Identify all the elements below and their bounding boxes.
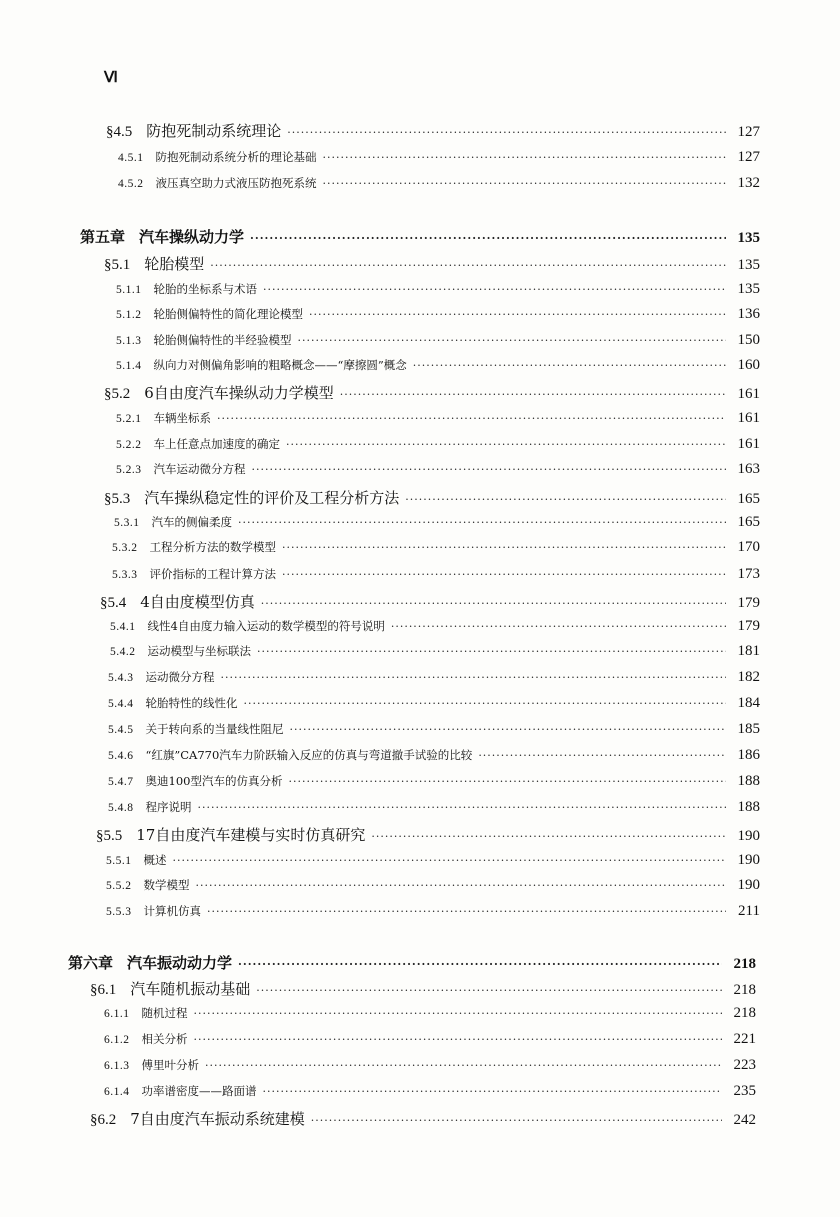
toc-entry-sub [110,618,760,635]
toc-entry-page: 223 [733,1057,756,1073]
dot-leader [282,540,726,554]
toc-entry-number: 5.2.2 [116,439,142,451]
toc-entry-number: 5.4.8 [108,802,134,814]
toc-entry-title: 计算机仿真 [143,904,201,918]
toc-entry-page: 165 [737,514,760,530]
toc-entry-page: 161 [737,386,760,402]
toc-entry-sub [116,332,760,349]
dot-leader [194,1006,723,1020]
toc-entry-title: 4自由度模型仿真 [140,593,255,611]
dot-leader [371,826,726,844]
toc-entry-number: §6.2 [90,1112,117,1128]
toc-entry-sub [106,903,760,920]
toc-entry-page: 170 [737,539,760,555]
toc-entry-title: 随机过程 [141,1006,188,1020]
toc-entry-sub [116,281,760,298]
dot-leader [250,228,726,246]
dot-leader [261,593,726,611]
toc-entry-page: 218 [733,1005,756,1021]
toc-entry-page: 190 [737,877,760,893]
toc-entry-number: 5.4.4 [108,698,134,710]
toc-entry-sec [104,487,760,508]
toc-entry-number: 5.4.6 [108,750,134,762]
toc-entry-title: 数学模型 [143,878,190,892]
toc-entry-number: 5.2.1 [116,413,142,425]
toc-entry-title: 轮胎侧偏特性的半经验模型 [153,333,292,347]
toc-entry-number: 5.3.2 [112,542,138,554]
dot-leader [311,1110,722,1128]
toc-entry-number: 5.3.1 [114,517,140,529]
toc-entry-page: 190 [737,828,760,844]
toc-entry-number: 5.4.3 [108,672,134,684]
toc-entry-sub [104,1083,756,1100]
toc-entry-page: 160 [737,357,760,373]
toc-entry-title: 功率谱密度——路面谱 [141,1084,257,1098]
dot-leader [238,515,726,529]
toc-entry-page: 127 [737,149,760,165]
toc-entry-page: 135 [737,281,760,297]
dot-leader [256,980,722,998]
toc-entry-title: 运动微分方程 [145,670,215,684]
toc-entry-title: 汽车操纵稳定性的评价及工程分析方法 [144,489,400,507]
toc-entry-number: 5.4.5 [108,724,134,736]
toc-entry-title: 相关分析 [141,1032,188,1046]
toc-entry-title: 7自由度汽车振动系统建模 [130,1110,305,1128]
toc-entry-sub [114,514,760,531]
toc-entry-page: 218 [733,956,756,972]
toc-entry-title: 概述 [143,853,167,867]
toc-entry-title: 17自由度汽车建模与实时仿真研究 [136,826,366,844]
dot-leader [405,489,726,507]
dot-leader [263,1084,723,1098]
toc-entry-number: 5.4.7 [108,776,134,788]
toc-entry-number: 6.1.3 [104,1060,130,1072]
toc-entry-page: 221 [733,1031,756,1047]
toc-entry-page: 127 [737,124,760,140]
dot-leader [478,748,726,762]
toc-entry-sub [106,877,760,894]
toc-entry-sec [104,382,760,403]
toc-entry-number: 5.1.2 [116,309,142,321]
toc-entry-number: §4.5 [106,124,133,140]
dot-leader [252,462,727,476]
toc-entry-chap [80,226,760,247]
toc-entry-number: 5.1.1 [116,284,142,296]
dot-leader [194,1032,723,1046]
toc-entry-sub [110,643,760,660]
toc-entry-number: §5.3 [104,491,131,507]
toc-entry-title: 线性4自由度力输入运动的数学模型的符号说明 [147,619,385,633]
dot-leader [257,644,726,658]
toc-entry-page: 181 [737,643,760,659]
dot-leader [413,358,726,372]
toc-entry-title: 傅里叶分析 [141,1058,199,1072]
dot-leader [290,722,727,736]
dot-leader [173,853,727,867]
toc-entry-page: 135 [737,257,760,273]
dot-leader [238,954,722,972]
toc-entry-sub [108,799,760,816]
toc-entry-page: 235 [733,1083,756,1099]
toc-entry-page: 161 [737,436,760,452]
toc-entry-number: §5.1 [104,257,131,273]
toc-entry-sub [108,695,760,712]
dot-leader [263,282,726,296]
toc-entry-title: “红旗”CA770汽车力阶跃输入反应的仿真与弯道撤手试验的比较 [145,748,473,762]
toc-entry-title: 防抱死制动系统理论 [146,122,282,140]
toc-entry-title: 程序说明 [145,800,192,814]
dot-leader [217,411,726,425]
toc-entry-number: §5.4 [100,595,127,611]
toc-entry-sub [112,539,760,556]
toc-entry-sec [106,120,760,141]
toc-entry-sub [116,436,760,453]
toc-entry-chap [68,952,756,973]
toc-entry-title: 汽车振动动力学 [127,954,233,972]
toc-entry-title: 运动模型与坐标联法 [147,644,251,658]
dot-leader [221,670,727,684]
dot-leader [207,904,726,918]
toc-entry-title: 车辆坐标系 [153,411,211,425]
dot-leader [287,122,726,140]
toc-entry-sec [104,253,760,274]
toc-entry-page: 135 [737,230,760,246]
toc-entry-sub [116,461,760,478]
toc-entry-number: 第五章 [80,228,126,246]
dot-leader [391,619,726,633]
toc-entry-sec [90,978,756,999]
toc-entry-number: §5.2 [104,386,131,402]
toc-entry-title: 奥迪100型汽车的仿真分析 [145,774,283,788]
toc-entry-page: 190 [737,852,760,868]
toc-entry-title: 轮胎侧偏特性的简化理论模型 [153,307,303,321]
dot-leader [309,307,726,321]
toc-entry-sub [118,149,760,166]
toc-entry-number: 5.1.3 [116,335,142,347]
toc-entry-title: 评价指标的工程计算方法 [149,567,276,581]
toc-entry-number: §5.5 [96,828,123,844]
toc-entry-sub [108,721,760,738]
toc-entry-sub [108,773,760,790]
toc-entry-page: 179 [737,595,760,611]
dot-leader [323,150,727,164]
toc-entry-page: 150 [737,332,760,348]
toc-entry-number: 5.4.2 [110,646,136,658]
toc-entry-sub [106,852,760,869]
toc-entry-sec [100,591,760,612]
toc-entry-number: 6.1.2 [104,1034,130,1046]
toc-entry-sub [104,1057,756,1074]
toc-entry-number: 5.5.2 [106,880,132,892]
toc-entry-page: 132 [737,175,760,191]
dot-leader [286,437,726,451]
toc-entry-sub [118,175,760,192]
toc-entry-number: 5.1.4 [116,360,142,372]
toc-entry-number: 5.3.3 [112,569,138,581]
toc-entry-title: 汽车的侧偏柔度 [151,515,232,529]
toc-entry-page: 188 [737,799,760,815]
toc-entry-title: 汽车操纵动力学 [139,228,245,246]
page-number: Ⅵ [104,70,118,86]
toc-entry-sub [104,1005,756,1022]
dot-leader [288,774,726,788]
toc-entry-title: 汽车运动微分方程 [153,462,246,476]
toc-entry-sub [104,1031,756,1048]
toc-entry-sec [96,824,760,845]
dot-leader [210,255,726,273]
toc-entry-title: 轮胎特性的线性化 [145,696,238,710]
toc-entry-sub [108,669,760,686]
toc-entry-page: 185 [737,721,760,737]
toc-entry-title: 关于转向系的当量线性阻尼 [145,722,284,736]
toc-entry-number: 5.5.3 [106,906,132,918]
dot-leader [244,696,727,710]
toc-entry-number: 5.2.3 [116,464,142,476]
toc-entry-page: 211 [738,903,760,919]
toc-entry-number: 第六章 [68,954,114,972]
toc-entry-page: 161 [737,410,760,426]
toc-entry-sub [112,566,760,583]
toc-entry-page: 218 [733,982,756,998]
toc-entry-number: §6.1 [90,982,117,998]
dot-leader [323,176,727,190]
toc-entry-sub [116,306,760,323]
toc-entry-number: 4.5.1 [118,152,144,164]
toc-entry-sub [116,410,760,427]
toc-entry-title: 汽车随机振动基础 [130,980,251,998]
toc-entry-title: 轮胎模型 [144,255,205,273]
toc-entry-number: 6.1.4 [104,1086,130,1098]
toc-entry-page: 165 [737,491,760,507]
toc-entry-title: 工程分析方法的数学模型 [149,540,276,554]
dot-leader [282,567,726,581]
toc-entry-number: 6.1.1 [104,1008,130,1020]
toc-entry-page: 163 [737,461,760,477]
dot-leader [196,878,727,892]
dot-leader [298,333,727,347]
toc-entry-page: 179 [737,618,760,634]
toc-entry-page: 173 [737,566,760,582]
toc-entry-title: 6自由度汽车操纵动力学模型 [144,384,334,402]
toc-entry-page: 184 [737,695,760,711]
toc-entry-number: 5.5.1 [106,855,132,867]
toc-entry-title: 液压真空助力式液压防抱死系统 [155,176,317,190]
toc-entry-page: 242 [733,1112,756,1128]
toc-entry-page: 182 [737,669,760,685]
toc-entry-title: 纵向力对侧偏角影响的粗略概念——“摩擦圆”概念 [153,358,407,372]
dot-leader [205,1058,722,1072]
toc-entry-sec [90,1108,756,1129]
toc-entry-title: 车上任意点加速度的确定 [153,437,280,451]
dot-leader [340,384,726,402]
toc-entry-title: 轮胎的坐标系与术语 [153,282,257,296]
toc-entry-number: 5.4.1 [110,621,136,633]
toc-entry-number: 4.5.2 [118,178,144,190]
toc-entry-title: 防抱死制动系统分析的理论基础 [155,150,317,164]
toc-entry-page: 186 [737,747,760,763]
toc-entry-sub [108,747,760,764]
toc-entry-page: 188 [737,773,760,789]
toc-entry-page: 136 [737,306,760,322]
dot-leader [198,800,727,814]
toc-entry-sub [116,357,760,374]
